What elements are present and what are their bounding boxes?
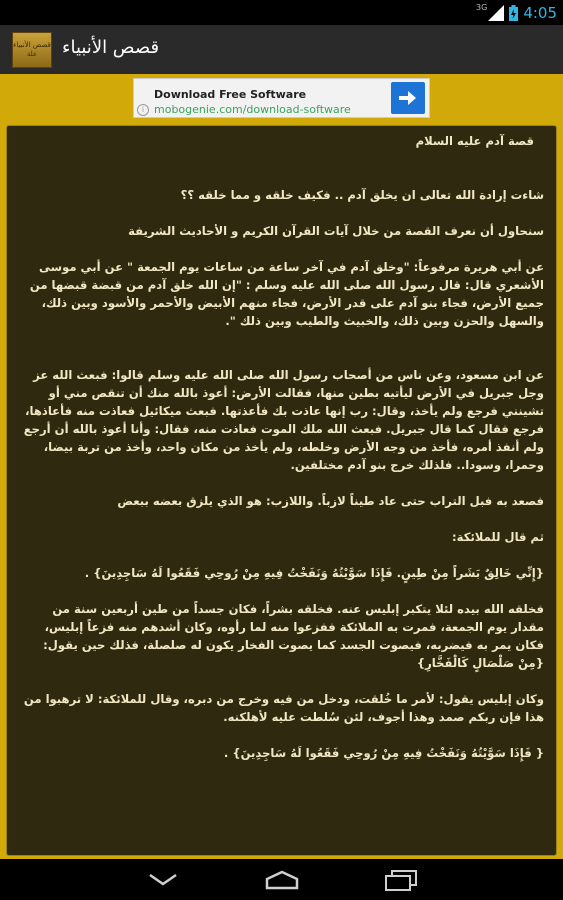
paragraph-9: وكان إبليس يقول: لأمر ما خُلقت، ودخل من فيه وخرج من دبره، وقال للملائكة: لا ترهبوا من هذا فإن ربكم صمد وهذا أجوف، لئن سُلطت عليه لأهلكنه. [23,692,544,724]
paragraph-2: سنحاول أن نعرف القصة من خلال آيات القرآن الكريم و الأحاديث الشريفة [128,224,544,238]
paragraph-1: شاءت إرادة الله تعالى ان يخلق آدم .. فكيف خلقه و مما خلقه ؟؟ [180,188,544,202]
story-panel[interactable] [6,125,557,856]
ad-title[interactable]: Download Free Software [154,88,307,101]
ad-url[interactable]: mobogenie.com/download-software [154,103,351,116]
home-icon [264,870,300,890]
status-icons [476,3,557,23]
ad-banner[interactable] [133,78,430,118]
home-button[interactable] [260,867,304,893]
recent-apps-button[interactable] [379,867,423,893]
story-text [7,126,556,762]
content-frame [0,122,563,859]
paragraph-3: عن أبي هريرة مرفوعاً: "وخلق آدم في آخر ساعة من ساعات يوم الجمعة " عن أبي موسى الأشعري قال: قال رسول الله صلى الله عليه وسلم : "إن الله خلق آدم من قبضة قبضها من جميع الأرض، فجاء بنو آدم على قدر الأرض، فجاء منهم الأبيض والأحمر والأسود وبين ذلك، والسهل والحزن وبين ذلك، والخبيث والطيب وبين ذلك ". [29,260,544,328]
app-logo-line1: قصص الأنبياء [13,41,51,49]
back-chevron-icon [148,873,178,887]
network-type: 3G [476,2,488,12]
quran-verse-2: { فَإِذَا سَوَّيْتُهُ وَنَفَخْتُ فِيهِ مِنْ رُوحِي فَقَعُوا لَهُ سَاجِدِينَ} . [223,746,544,760]
app-title: قصص الأنبياء [62,37,160,58]
quran-verse-1: {إِنِّي خَالِقٌ بَشَراً مِنْ طِينٍ. فَإِذَا سَوَّيْتُهُ وَنَفَخْتُ فِيهِ مِنْ رُوحِي فَقَعُوا لَهُ سَاجِدِينَ} . [84,566,544,580]
clock: 4:05 [523,4,557,22]
paragraph-5: فصعد به فبل التراب حتى عاد طيناً لازباً. واللازب: هو الذي يلزق بعضه ببعض [117,494,544,508]
ad-strip [0,74,563,122]
ad-arrow-button[interactable] [391,82,425,114]
story-title: قصة آدم عليه السلام [415,134,534,148]
back-button[interactable] [141,867,185,893]
app-logo-icon[interactable] [12,32,52,68]
recent-apps-icon [384,869,418,891]
app-logo-line2: علة [26,50,38,58]
battery-icon [509,5,518,21]
arrow-right-icon [399,90,417,106]
navigation-bar [0,859,563,900]
ad-info-icon[interactable]: i [137,104,149,116]
signal-icon [488,5,504,21]
paragraph-6: ثم قال للملائكة: [452,530,544,544]
status-bar [0,0,563,25]
paragraph-4: عن ابن مسعود، وعن ناس من أصحاب رسول الله صلى الله عليه وسلم قالوا: فبعث الله عز وجل جبريل في الأرض ليأتيه بطين منها، فقالت الأرض: أعوذ بالله منك أن تنقص مني أو تشينني فرجع ولم يأخذ، وقال: رب إنها عاذت بك فأعذتها. فبعث ميكائيل فعاذت منه فأعاذها، فرجع فقال كما قال جبريل. فبعث الله ملك الموت فعاذت منه، فقال: وأنا أعوذ بالله أن أرجع ولم أنفذ أمره، فأخذ من وجه الأرض وخلطه، ولم يأخذ من مكان واحد، وأخذ من تربة بيضا، وحمرا، وسودا.. فلذلك خرج بنو آدم مختلفين. [23,368,544,472]
paragraph-8: فخلقه الله بيده لئلا يتكبر إبليس عنه. فخلقه بشراً، فكان جسداً من طين أربعين سنة من مقدار يوم الجمعة، فمرت به الملائكة ففزعوا منه لما رأوه، وكان أشدهم منه فزعاً إبليس، فكان يمر به فيضربه، فيصوت الجسد كما يصوت الفخار يكون له صلصلة، فذلك حين يقول: {مِنْ صَلْصَالٍ كَالْفَخَّارِ} [43,602,544,670]
action-bar [0,25,563,75]
